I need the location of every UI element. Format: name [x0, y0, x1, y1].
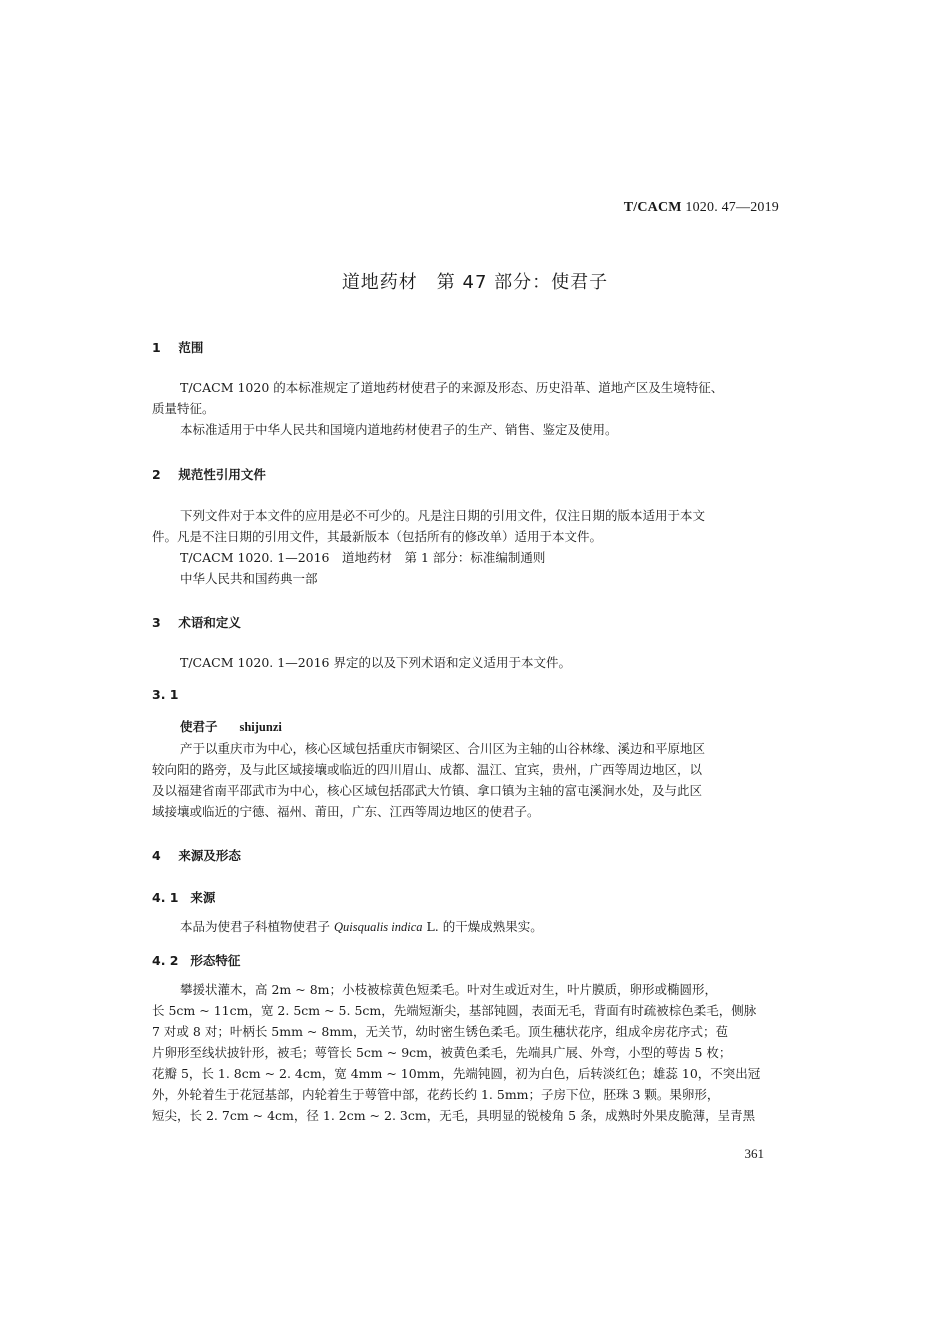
subsection-4-2-heading — [152, 951, 240, 969]
paragraph-line: 外，外轮着生于花冠基部，内轮着生于萼管中部，花药长约 1. 5mm；子房下位，胚珠 3 颗。果卵形， — [152, 1087, 720, 1102]
paragraph-line: 本标准适用于中华人民共和国境内道地药材使君子的生产、销售、鉴定及使用。 — [180, 422, 618, 437]
source-paragraph — [152, 916, 780, 938]
section-2-body — [152, 505, 780, 589]
paragraph-line: 片卵形至线状披针形，被毛；萼管长 5cm ~ 9cm，被黄色柔毛，先端具广展、外弯，小型的萼齿 5 枚； — [152, 1045, 732, 1060]
paragraph-line: 质量特征。 — [152, 401, 215, 416]
reference-item: 中华人民共和国药典一部 — [180, 571, 318, 586]
section-3-heading — [152, 613, 241, 631]
page-number: 361 — [744, 1146, 764, 1161]
subsection-number: 4. 1 — [152, 890, 179, 905]
definition-line: 及以福建省南平邵武市为中心，核心区域包括邵武大竹镇、拿口镇为主轴的富屯溪涧水处，及与此区 — [152, 783, 703, 798]
section-2-heading — [152, 465, 266, 483]
subsection-title: 来源 — [190, 890, 216, 905]
source-text-pre: 本品为使君子科植物使君子 — [180, 919, 334, 934]
term-heading — [152, 716, 780, 738]
definition-line: 较向阳的路旁，及与此区域接壤或临近的四川眉山、成都、温江、宜宾，贵州，广西等周边地区，以 — [152, 762, 703, 777]
paragraph-line: 下列文件对于本文件的应用是必不可少的。凡是注日期的引用文件，仅注日期的版本适用于本文 — [180, 508, 706, 523]
section-4-heading — [152, 846, 241, 864]
document-title: 道地药材 第 47 部分：使君子 — [341, 272, 609, 293]
section-number: 2 — [152, 467, 161, 482]
section-title: 来源及形态 — [178, 848, 241, 863]
paragraph-line: 长 5cm ~ 11cm，宽 2. 5cm ~ 5. 5cm，先端短渐尖，基部钝圆，表面无毛，背面有时疏被棕色柔毛，侧脉 — [152, 1003, 757, 1018]
standard-code — [624, 200, 779, 216]
term-entry — [152, 716, 780, 822]
subsection-title: 形态特征 — [190, 953, 241, 968]
subsection-number: 3. 1 — [152, 687, 179, 702]
paragraph-line — [152, 916, 780, 938]
subsection-4-1-heading — [152, 888, 215, 906]
section-number: 1 — [152, 340, 161, 355]
standard-number: 1020. 47—2019 — [685, 200, 779, 215]
section-number: 4 — [152, 848, 161, 863]
source-text-post: L. 的干燥成熟果实。 — [422, 919, 543, 934]
paragraph-line: 花瓣 5，长 1. 8cm ~ 2. 4cm，宽 4mm ~ 10mm，先端钝圆，初为白色，后转淡红色；雄蕊 10，不突出冠 — [152, 1066, 761, 1081]
paragraph-line: 7 对或 8 对；叶柄长 5mm ~ 8mm，无关节，幼时密生锈色柔毛。顶生穗状花序，组成伞房花序式；苞 — [152, 1024, 729, 1039]
morphology-paragraph — [152, 979, 780, 1126]
section-3-intro — [152, 652, 780, 673]
term-english: shijunzi — [239, 720, 282, 734]
subsection-3-1-heading — [152, 687, 179, 702]
section-1-body — [152, 377, 780, 440]
section-1-heading — [152, 338, 203, 356]
definition-line: 产于以重庆市为中心，核心区域包括重庆市铜梁区、合川区为主轴的山谷林缘、溪边和平原地区 — [180, 741, 706, 756]
definition-line: 域接壤或临近的宁德、福州、莆田，广东、江西等周边地区的使君子。 — [152, 804, 540, 819]
term-chinese: 使君子 — [180, 719, 218, 734]
paragraph-line: 攀援状灌木，高 2m ~ 8m；小枝被棕黄色短柔毛。叶对生或近对生，叶片膜质，卵形或椭圆形， — [180, 982, 718, 997]
paragraph-line: T/CACM 1020 的本标准规定了道地药材使君子的来源及形态、历史沿革、道地产区及生境特征、 — [180, 380, 724, 395]
paragraph-line: 件。凡是不注日期的引用文件，其最新版本（包括所有的修改单）适用于本文件。 — [152, 529, 603, 544]
latin-name: Quisqualis indica — [333, 920, 423, 934]
section-title: 术语和定义 — [178, 615, 241, 630]
reference-item: T/CACM 1020. 1—2016 道地药材 第 1 部分：标准编制通则 — [180, 550, 546, 565]
standard-prefix: T/CACM — [623, 200, 682, 215]
paragraph-line: 短尖，长 2. 7cm ~ 4cm，径 1. 2cm ~ 2. 3cm，无毛，具明显的锐棱角 5 条，成熟时外果皮脆薄，呈青黑 — [152, 1108, 756, 1123]
section-title: 范围 — [178, 340, 204, 355]
section-title: 规范性引用文件 — [178, 467, 266, 482]
paragraph-line: T/CACM 1020. 1—2016 界定的以及下列术语和定义适用于本文件。 — [180, 655, 571, 670]
section-number: 3 — [152, 615, 161, 630]
subsection-number: 4. 2 — [152, 953, 179, 968]
